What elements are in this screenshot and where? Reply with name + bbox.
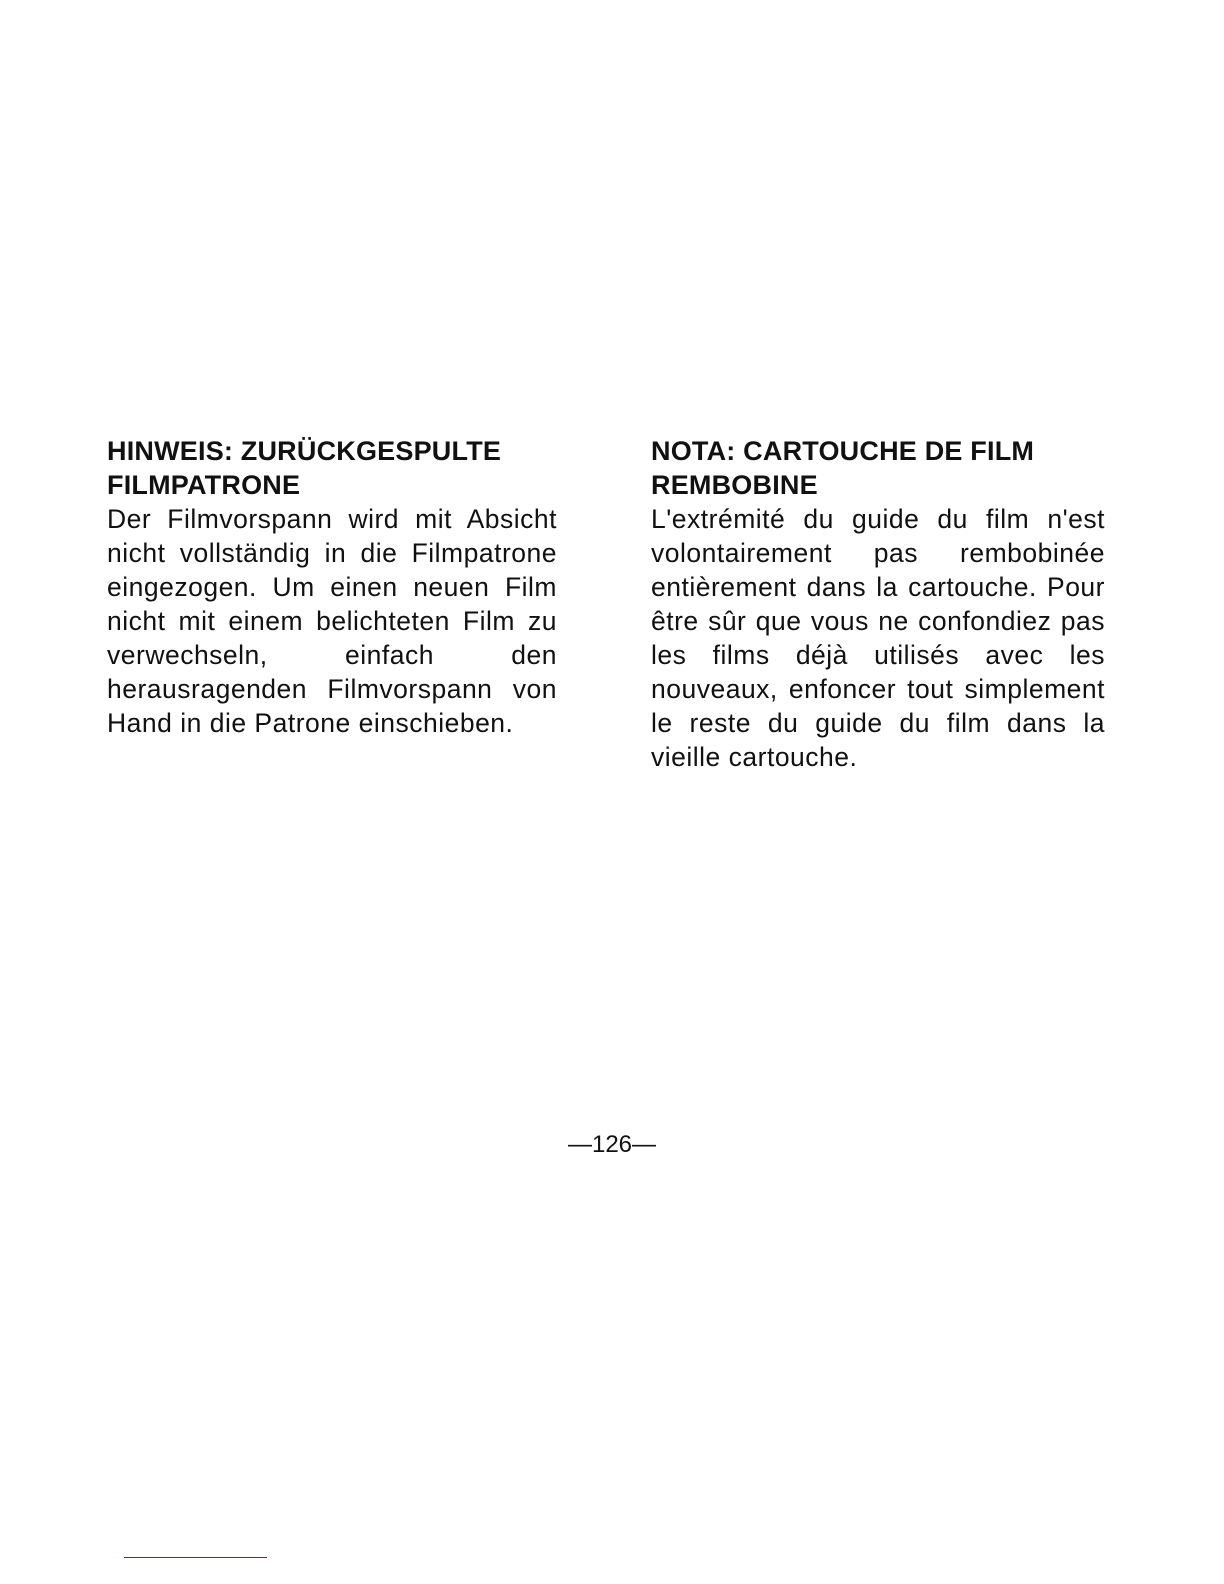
german-heading-line2: FILMPATRONE — [107, 470, 301, 500]
german-heading — [107, 434, 557, 502]
german-section — [107, 434, 557, 740]
french-heading — [651, 434, 1105, 502]
bottom-rule — [124, 1557, 267, 1558]
french-heading-line1: NOTA: CARTOUCHE DE FILM — [651, 436, 1035, 466]
page-number: —126— — [567, 1131, 657, 1158]
french-section — [651, 434, 1105, 774]
german-body: Der Filmvorspann wird mit Absicht nicht vollständig in die Filmpatrone eingezogen. Um einen neuen Film nicht mit einem belichteten Film zu verwechseln, einfach den herausragenden Filmvorspann von Hand in die Patrone einschieben. — [107, 504, 557, 738]
french-heading-line2: REMBOBINE — [651, 470, 818, 500]
french-body: L'extrémité du guide du film n'est volontairement pas rembobinée entièrement dans la cartouche. Pour être sûr que vous ne confondiez pas les films déjà utilisés avec les nouveaux, enfoncer tout simplement le reste du guide du film dans la vieille cartouche. — [651, 504, 1105, 772]
german-heading-line1: HINWEIS: ZURÜCKGESPULTE — [107, 436, 502, 466]
